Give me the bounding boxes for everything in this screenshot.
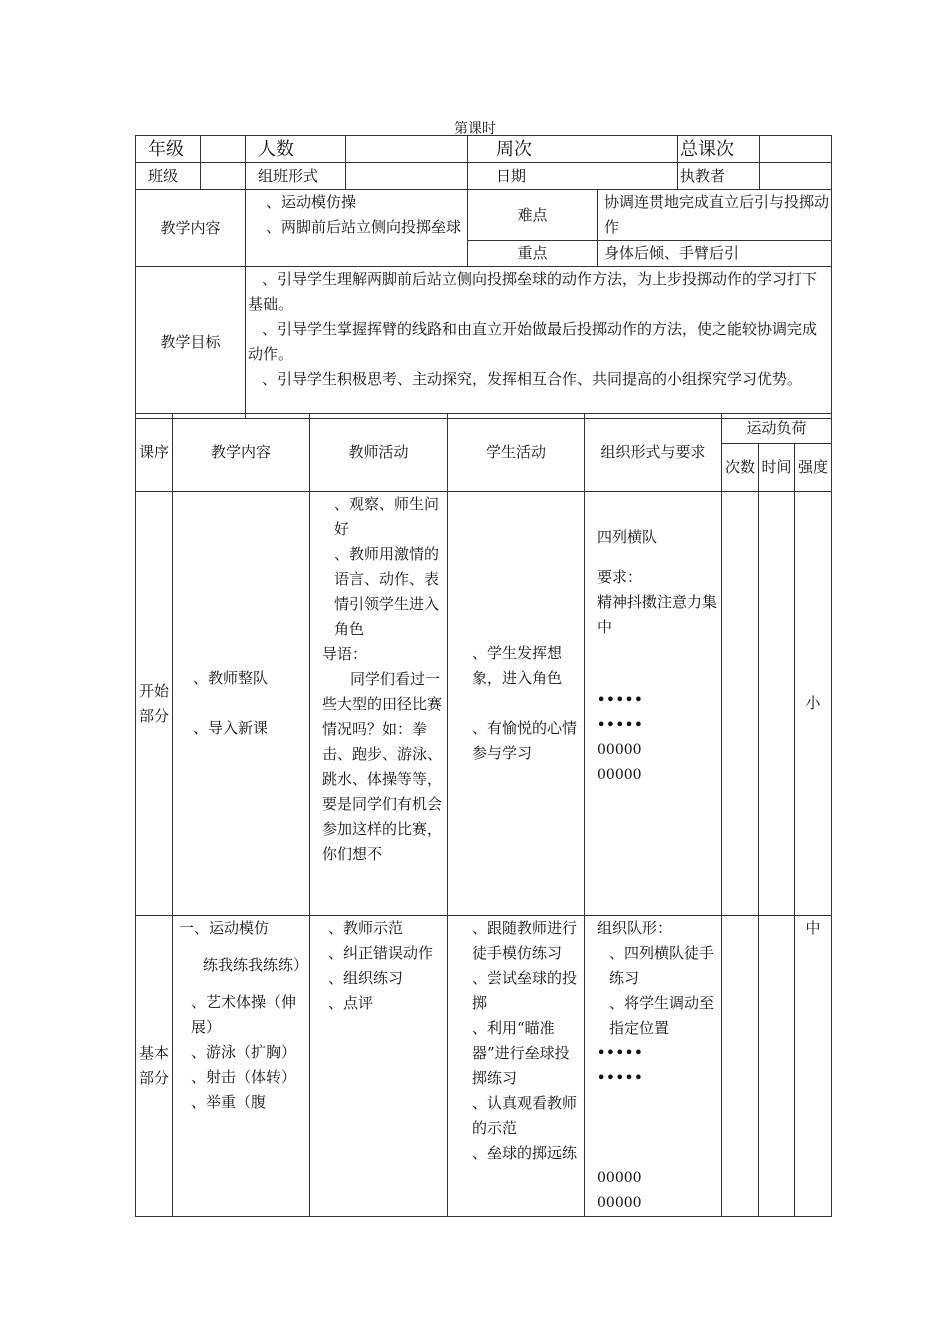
teacher-value xyxy=(760,163,832,190)
start-content xyxy=(173,492,310,916)
basic-content-6: 、举重（腹 xyxy=(191,1093,267,1111)
start-section-name: 开始部分 xyxy=(136,492,173,916)
basic-org-1: 组织队形： xyxy=(597,919,673,937)
page-title: 第课时 xyxy=(454,121,496,137)
week-label: 周次 xyxy=(468,136,678,163)
date-label: 日期 xyxy=(468,163,678,190)
goal-label: 教学目标 xyxy=(136,267,246,419)
class-label: 班级 xyxy=(136,163,201,190)
basic-student-1: 、跟随教师进行徒手模仿练习 xyxy=(472,919,578,962)
basic-student xyxy=(448,916,585,1217)
start-student-1: 、学生发挥想象，进入角色 xyxy=(472,644,563,687)
form-value xyxy=(346,163,468,190)
basic-formation-row-2: ••••• xyxy=(597,1071,644,1086)
basic-teacher xyxy=(310,916,448,1217)
form-label: 组班形式 xyxy=(246,163,346,190)
start-content-1: 、教师整队 xyxy=(193,669,269,687)
basic-formation-row-4: 00000 xyxy=(597,1195,642,1211)
basic-teacher-1: 、教师示范 xyxy=(328,919,404,937)
basic-org xyxy=(585,916,722,1217)
col-times: 次数 xyxy=(722,444,759,492)
col-content: 教学内容 xyxy=(173,414,310,492)
basic-teacher-3: 、组织练习 xyxy=(328,969,404,987)
basic-student-5: 、垒球的掷远练 xyxy=(472,1144,578,1162)
content-cell xyxy=(246,190,468,267)
grade-label: 年级 xyxy=(136,136,201,163)
content-line-1: 、运动模仿操 xyxy=(266,193,357,211)
teacher-label: 执教者 xyxy=(678,163,760,190)
start-teacher-3: 导语： xyxy=(322,645,368,663)
basic-org-3: 、将学生调动至指定位置 xyxy=(609,994,715,1037)
count-label: 人数 xyxy=(246,136,346,163)
col-time: 时间 xyxy=(759,444,795,492)
start-org-title: 四列横队 xyxy=(597,528,658,546)
basic-formation-row-3: 00000 xyxy=(597,1170,642,1186)
start-student xyxy=(448,492,585,916)
formation-row-4: 00000 xyxy=(597,767,642,783)
basic-section-name: 基本部分 xyxy=(136,916,173,1217)
start-org xyxy=(585,492,722,916)
basic-student-4: 、认真观看教师的示范 xyxy=(472,1094,578,1137)
start-teacher xyxy=(310,492,448,916)
key-text: 身体后倾、手臂后引 xyxy=(598,241,832,267)
basic-content-3: 、艺术体操（伸展） xyxy=(191,993,297,1036)
goal-1: 、引导学生理解两脚前后站立侧向投掷垒球的动作方法，为上步投掷动作的学习打下基础。 xyxy=(248,270,818,313)
basic-content-1: 一、运动模仿 xyxy=(179,919,270,937)
basic-times xyxy=(722,916,759,1217)
basic-content-2: 练我练我练练） xyxy=(203,956,309,974)
start-time xyxy=(759,492,795,916)
formation-row-1: ••••• xyxy=(597,693,644,708)
basic-org-2: 、四列横队徒手练习 xyxy=(609,944,715,987)
difficulty-text: 协调连贯地完成直立后引与投掷动作 xyxy=(598,190,832,241)
start-student-2: 、有愉悦的心情参与学习 xyxy=(472,719,578,762)
col-intensity: 强度 xyxy=(795,444,832,492)
basic-student-2: 、尝试垒球的投掷 xyxy=(472,969,578,1012)
count-value xyxy=(346,136,468,163)
start-org-req: 精神抖擞注意力集中 xyxy=(597,593,718,636)
start-teacher-2: 、教师用激情的语言、动作、表情引领学生进入角色 xyxy=(334,545,440,638)
start-teacher-1: 、观察、师生问好 xyxy=(334,495,440,538)
start-teacher-4: 同学们看过一些大型的田径比赛情况吗？如：拳击、跑步、游泳、跳水、体操等等，要是同学们有机会参加这样的比赛，你们想不 xyxy=(322,670,443,863)
basic-intensity: 中 xyxy=(795,916,832,1217)
grade-value xyxy=(201,136,246,163)
lesson-header-table xyxy=(135,135,832,419)
start-content-2: 、导入新课 xyxy=(193,719,269,737)
formation-row-2: ••••• xyxy=(597,718,644,733)
basic-formation-row-1: ••••• xyxy=(597,1046,644,1061)
basic-time xyxy=(759,916,795,1217)
basic-teacher-2: 、纠正错误动作 xyxy=(328,944,434,962)
total-label: 总课次 xyxy=(678,136,760,163)
col-teacher: 教师活动 xyxy=(310,414,448,492)
basic-content-4: 、游泳（扩胸） xyxy=(191,1043,297,1061)
start-org-req-label: 要求： xyxy=(597,568,643,586)
goal-3: 、引导学生积极思考、主动探究，发挥相互合作、共同提高的小组探究学习优势。 xyxy=(262,370,803,388)
col-order: 课序 xyxy=(136,414,173,492)
basic-student-3: 、利用“瞄准器”进行垒球投掷练习 xyxy=(472,1019,570,1087)
goal-cell xyxy=(246,267,832,419)
content-line-2: 、两脚前后站立侧向投掷垒球 xyxy=(266,218,462,236)
basic-teacher-4: 、点评 xyxy=(328,994,374,1012)
col-student: 学生活动 xyxy=(448,414,585,492)
content-label: 教学内容 xyxy=(136,190,246,267)
goal-2: 、引导学生掌握挥臂的线路和由直立开始做最后投掷动作的方法，使之能较协调完成动作。 xyxy=(248,320,818,363)
difficulty-label: 难点 xyxy=(468,190,598,241)
col-load: 运动负荷 xyxy=(722,414,832,444)
total-value xyxy=(760,136,832,163)
basic-content xyxy=(173,916,310,1217)
formation-row-3: 00000 xyxy=(597,742,642,758)
key-label: 重点 xyxy=(468,241,598,267)
lesson-process-table xyxy=(135,413,832,1217)
start-times xyxy=(722,492,759,916)
col-org: 组织形式与要求 xyxy=(585,414,722,492)
start-intensity: 小 xyxy=(795,492,832,916)
basic-content-5: 、射击（体转） xyxy=(191,1068,297,1086)
class-value xyxy=(201,163,246,190)
